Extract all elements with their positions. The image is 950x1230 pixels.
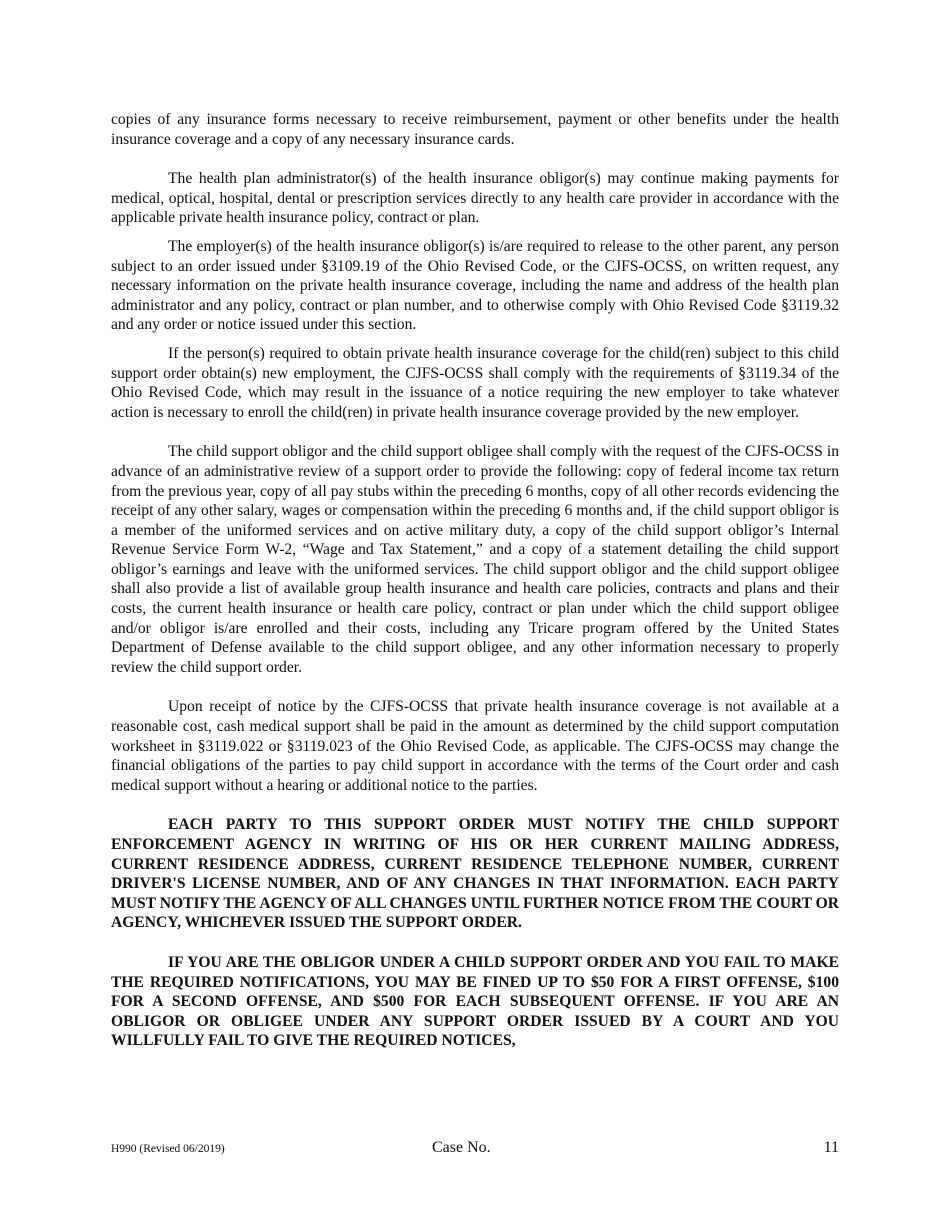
paragraph-new-employment: If the person(s) required to obtain private health insurance coverage for the child(ren) subject to this child support order obtain(s) new employment, the CJFS-OCSS shall comply with the requirements of §3119.34 of the Ohio Revised Code, which may result in the issuance of a notice requiring the new employer to take whatever action is necessary to enroll the child(ren) in private health insurance coverage provided by the new employer. [111,344,839,421]
paragraph-administrative-review: The child support obligor and the child support obligee shall comply with the request of the CJFS-OCSS in advance of an administrative review of a support order to provide the following: copy of federal income tax return from the previous year, copy of all pay stubs within the preceding 6 months, copy of all other records evidencing the receipt of any other salary, wages or compensation within the preceding 6 months and, if the child support obligor is a member of the uniformed services and on active military duty, a copy of the child support obligor’s Internal Revenue Service Form W-2, “Wage and Tax Statement,” and a copy of a statement detailing the child support obligor’s earnings and leave with the uniformed services. The child support obligor and the child support obligee shall also provide a list of available group health insurance and health care policies, contracts and plans and their costs, the current health insurance or health care policy, contract or plan under which the child support obligee and/or obligor is/are enrolled and their costs, including any Tricare program offered by the United States Department of Defense available to the child support obligee, and any other information necessary to properly review the child support order. [111,443,839,676]
paragraph-cash-medical-support: Upon receipt of notice by the CJFS-OCSS that private health insurance coverage is not available at a reasonable cost, cash medical support shall be paid in the amount as determined by the child support computation worksheet in §3119.022 or §3119.023 of the Ohio Revised Code, as applicable. The CJFS-OCSS may change the financial obligations of the parties to pay child support in accordance with the terms of the Court order and cash medical support without a hearing or additional notice to the parties. [111,698,839,794]
footer-page-number: 11 [823,1139,839,1156]
paragraph-notify-agency-notice: EACH PARTY TO THIS SUPPORT ORDER MUST NOTIFY THE CHILD SUPPORT ENFORCEMENT AGENCY IN WRITING OF HIS OR HER CURRENT MAILING ADDRESS, CURRENT RESIDENCE ADDRESS, CURRENT RESIDENCE TELEPHONE NUMBER, CURRENT DRIVER'S LICENSE NUMBER, AND OF ANY CHANGES IN THAT INFORMATION. EACH PARTY MUST NOTIFY THE AGENCY OF ALL CHANGES UNTIL FURTHER NOTICE FROM THE COURT OR AGENCY, WHICHEVER ISSUED THE SUPPORT ORDER. [111,816,839,932]
footer-case-number-label: Case No. [432,1139,491,1156]
paragraph-health-plan-administrator: The health plan administrator(s) of the health insurance obligor(s) may continue making payments for medical, optical, hospital, dental or prescription services directly to any health care provider in accordance with the applicable private health insurance policy, contract or plan. [111,170,839,227]
paragraph-employer-release: The employer(s) of the health insurance obligor(s) is/are required to release to the other parent, any person subject to an order issued under §3109.19 of the Ohio Revised Code, or the CJFS-OCSS, on written request, any necessary information on the private health insurance coverage, including the name and address of the health plan administrator and any policy, contract or plan number, and to otherwise comply with Ohio Revised Code §3119.32 and any order or notice issued under this section. [111,237,839,334]
document-body [111,110,839,1051]
paragraph-insurance-forms-continuation: copies of any insurance forms necessary to receive reimbursement, payment or other benefits under the health insurance coverage and a copy of any necessary insurance cards. [111,111,839,148]
paragraph-obligor-fines-notice: IF YOU ARE THE OBLIGOR UNDER A CHILD SUPPORT ORDER AND YOU FAIL TO MAKE THE REQUIRED NOTIFICATIONS, YOU MAY BE FINED UP TO $50 FOR A FIRST OFFENSE, $100 FOR A SECOND OFFENSE, AND $500 FOR EACH SUBSEQUENT OFFENSE. IF YOU ARE AN OBLIGOR OR OBLIGEE UNDER ANY SUPPORT ORDER ISSUED BY A COURT AND YOU WILLFULLY FAIL TO GIVE THE REQUIRED NOTICES, [111,953,839,1050]
footer-form-id: H990 (Revised 06/2019) [111,1143,225,1155]
